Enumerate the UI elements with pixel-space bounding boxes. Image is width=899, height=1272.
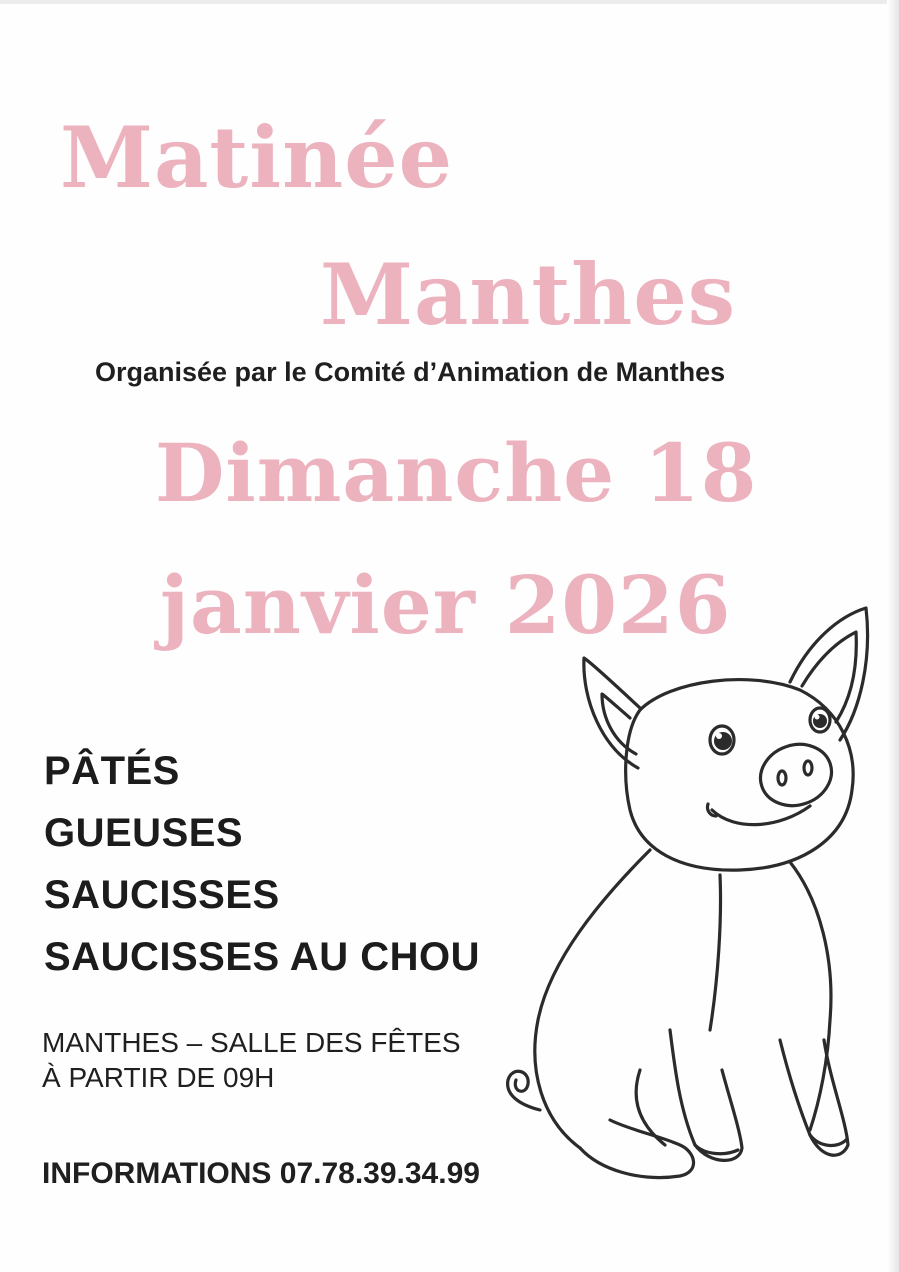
venue-text: MANTHES – SALLE DES FÊTES [42,1027,461,1058]
pig-illustration [490,600,890,1200]
pig-right-ear-inner [802,632,856,722]
menu-list [44,740,480,988]
pig-mouth [712,806,810,825]
phone-info-text: INFORMATIONS 07.78.39.34.99 [42,1157,480,1190]
pig-hind-leg [580,1120,694,1178]
pig-front-leg-left [670,1030,742,1160]
start-time-text: À PARTIR DE 09H [42,1062,275,1093]
date-line-2: janvier 2026 [160,558,732,652]
pig-body [535,850,650,1148]
pig-tail [508,1071,540,1110]
scan-edge-top [0,0,899,4]
title-line-1: Matinée [60,108,454,207]
menu-item: PÂTÉS [44,749,180,793]
title-line-2: Manthes [320,245,737,344]
pig-nostril-left [778,771,786,785]
menu-item: GUEUSES [44,811,244,855]
pig-left-ear-inner [602,694,636,754]
pig-snout [752,735,839,814]
menu-item: SAUCISSES AU CHOU [44,935,480,979]
date-line-1: Dimanche 18 [155,426,758,520]
pig-nostril-right [804,761,812,775]
menu-item: SAUCISSES [44,873,280,917]
organizer-subtitle: Organisée par le Comité d’Animation de Manthes [95,357,726,387]
